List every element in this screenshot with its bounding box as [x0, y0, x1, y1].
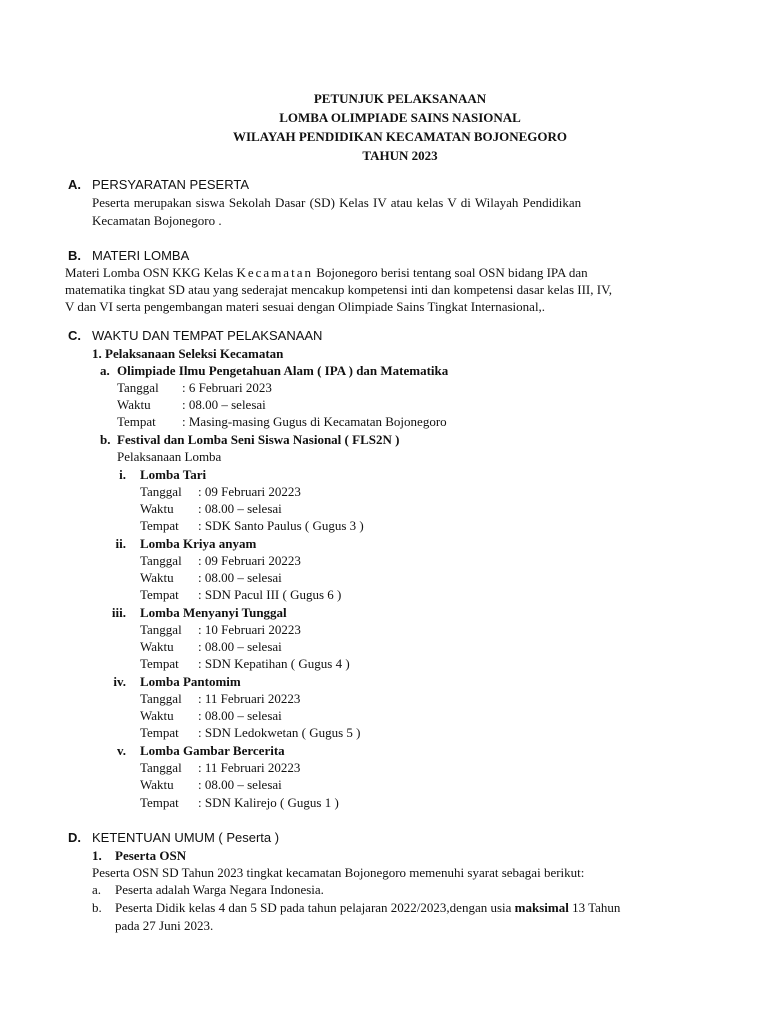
tanggal-value: : 6 Februari 2023	[182, 380, 272, 395]
tanggal-label: Tanggal	[140, 622, 182, 637]
section-c-b-heading	[100, 431, 399, 448]
waktu-label: Waktu	[140, 639, 174, 654]
lomba-tanggal-row	[140, 483, 301, 500]
section-b-title: MATERI LOMBA	[92, 248, 190, 263]
waktu-label: Waktu	[140, 570, 174, 585]
tempat-label: Tempat	[140, 656, 179, 671]
tempat-label: Tempat	[140, 518, 179, 533]
lomba-tanggal-row	[140, 552, 301, 569]
section-d-item-b-text-2: 13 Tahun	[568, 900, 621, 915]
section-b-line-1b: Kecamatan	[236, 265, 313, 280]
waktu-label: Waktu	[117, 397, 151, 412]
document-title	[0, 89, 768, 165]
lomba-item-title: Lomba Gambar Bercerita	[140, 743, 285, 758]
section-d-intro: Peserta OSN SD Tahun 2023 tingkat kecamatan Bojonegoro memenuhi syarat sebagai berikut:	[92, 865, 585, 880]
section-d-item-b-marker: b.	[92, 900, 102, 915]
lomba-tempat-row	[140, 724, 360, 741]
section-a-title: PERSYARATAN PESERTA	[92, 177, 250, 192]
tempat-value: : SDN Pacul III ( Gugus 6 )	[198, 587, 342, 602]
lomba-item-marker: v.	[116, 743, 126, 758]
lomba-tanggal-row	[140, 759, 300, 776]
lomba-waktu-row	[140, 638, 282, 655]
tempat-value: : Masing-masing Gugus di Kecamatan Bojonegoro	[182, 414, 447, 429]
waktu-value: : 08.00 – selesai	[198, 708, 282, 723]
tempat-value: : SDN Kepatihan ( Gugus 4 )	[198, 656, 350, 671]
section-d-title: KETENTUAN UMUM ( Peserta )	[92, 830, 280, 845]
lomba-tempat-row	[140, 517, 364, 534]
section-d-sub-1-marker: 1.	[92, 848, 102, 863]
waktu-value: : 08.00 – selesai	[198, 777, 282, 792]
section-a-letter: A.	[68, 177, 81, 192]
section-d-letter: D.	[68, 830, 81, 845]
section-b-line-1a: Materi Lomba OSN KKG Kelas	[65, 265, 237, 280]
section-d-sub-1-title: Peserta OSN	[115, 848, 187, 863]
lomba-tempat-row	[140, 586, 341, 603]
lomba-item-heading	[104, 604, 287, 621]
tanggal-value: : 09 Februari 20223	[198, 553, 301, 568]
section-a-line-1: Peserta merupakan siswa Sekolah Dasar (SD) Kelas IV atau kelas V di Wilayah Pendidikan	[92, 195, 582, 210]
section-c-letter: C.	[68, 328, 81, 343]
waktu-label: Waktu	[140, 777, 174, 792]
section-c-sub-1: 1. Pelaksanaan Seleksi Kecamatan	[92, 346, 284, 361]
section-d-item-a	[92, 881, 324, 898]
section-c-b-title: Festival dan Lomba Seni Siswa Nasional ( FLS2N )	[117, 432, 400, 447]
lomba-tempat-row	[140, 794, 339, 811]
title-line-2: LOMBA OLIMPIADE SAINS NASIONAL	[279, 110, 521, 125]
section-a-line-2: Kecamatan Bojonegoro .	[92, 213, 222, 228]
title-line-1: PETUNJUK PELAKSANAAN	[313, 91, 487, 106]
tempat-value: : SDN Kalirejo ( Gugus 1 )	[198, 795, 339, 810]
section-c-a-waktu-row	[117, 396, 266, 413]
title-line-4: TAHUN 2023	[362, 148, 438, 163]
lomba-waktu-row	[140, 500, 282, 517]
lomba-waktu-row	[140, 776, 282, 793]
section-c-a-title: Olimpiade Ilmu Pengetahuan Alam ( IPA ) dan Matematika	[117, 363, 449, 378]
lomba-tanggal-row	[140, 621, 301, 638]
section-c-a-tempat-row	[117, 413, 447, 430]
section-d-item-b-bold: maksimal	[514, 900, 569, 915]
lomba-item-marker: i.	[119, 467, 126, 482]
tempat-label: Tempat	[140, 725, 179, 740]
lomba-item-marker: iv.	[113, 674, 126, 689]
section-d-heading	[68, 829, 279, 846]
tempat-value: : SDK Santo Paulus ( Gugus 3 )	[198, 518, 364, 533]
tanggal-label: Tanggal	[140, 553, 182, 568]
section-b-line-1	[65, 264, 588, 281]
waktu-label: Waktu	[140, 501, 174, 516]
section-c-a-marker: a.	[100, 363, 110, 378]
section-b-heading	[68, 247, 189, 264]
tanggal-label: Tanggal	[140, 691, 182, 706]
lomba-item-heading	[104, 466, 206, 483]
section-c-b-marker: b.	[100, 432, 111, 447]
lomba-waktu-row	[140, 569, 282, 586]
tanggal-label: Tanggal	[140, 484, 182, 499]
section-a-heading	[68, 176, 249, 193]
tempat-value: : SDN Ledokwetan ( Gugus 5 )	[198, 725, 361, 740]
waktu-value: : 08.00 – selesai	[198, 501, 282, 516]
tanggal-value: : 11 Februari 20223	[198, 760, 301, 775]
tempat-label: Tempat	[140, 587, 179, 602]
tanggal-value: : 09 Februari 20223	[198, 484, 301, 499]
lomba-item-heading	[104, 673, 241, 690]
title-line-3: WILAYAH PENDIDIKAN KECAMATAN BOJONEGORO	[232, 129, 568, 144]
waktu-value: : 08.00 – selesai	[198, 570, 282, 585]
tempat-label: Tempat	[117, 414, 156, 429]
section-c-a-heading	[100, 362, 448, 379]
section-c-title: WAKTU DAN TEMPAT PELAKSANAAN	[92, 328, 323, 343]
section-b-letter: B.	[68, 248, 81, 263]
lomba-item-title: Lomba Kriya anyam	[140, 536, 257, 551]
tanggal-value: : 11 Februari 20223	[198, 691, 301, 706]
tanggal-label: Tanggal	[117, 380, 159, 395]
tempat-label: Tempat	[140, 795, 179, 810]
lomba-waktu-row	[140, 707, 282, 724]
section-d-item-a-text: Peserta adalah Warga Negara Indonesia.	[115, 882, 324, 897]
tanggal-label: Tanggal	[140, 760, 182, 775]
lomba-item-marker: iii.	[111, 605, 126, 620]
lomba-item-heading	[104, 535, 256, 552]
section-b-line-3: V dan VI serta pengembangan materi sesuai dengan Olimpiade Sains Tingkat Internasional,.	[65, 299, 546, 314]
lomba-tempat-row	[140, 655, 350, 672]
section-b-line-1d: berisi tentang soal OSN bidang IPA dan	[377, 265, 588, 280]
section-b-line-2: matematika tingkat SD atau yang sederajat mencakup kompetensi inti dan kompetensi dasar kelas III, IV,	[65, 282, 613, 297]
section-d-item-b-line-2: pada 27 Juni 2023.	[115, 918, 214, 933]
section-b-line-1c: Bojonegoro	[312, 265, 378, 280]
section-d-item-b-text-1: Peserta Didik kelas 4 dan 5 SD pada tahun pelajaran 2022/2023,dengan usia	[115, 900, 515, 915]
lomba-item-title: Lomba Tari	[140, 467, 207, 482]
section-c-b-intro: Pelaksanaan Lomba	[117, 449, 222, 464]
lomba-item-title: Lomba Pantomim	[140, 674, 241, 689]
lomba-item-heading	[104, 742, 285, 759]
waktu-value: : 08.00 – selesai	[182, 397, 266, 412]
section-d-sub-1	[92, 847, 186, 864]
section-c-a-tanggal-row	[117, 379, 272, 396]
waktu-value: : 08.00 – selesai	[198, 639, 282, 654]
waktu-label: Waktu	[140, 708, 174, 723]
lomba-item-marker: ii.	[115, 536, 126, 551]
section-c-heading	[68, 327, 322, 344]
lomba-item-title: Lomba Menyanyi Tunggal	[140, 605, 287, 620]
section-d-item-a-marker: a.	[92, 882, 102, 897]
section-d-item-b	[92, 899, 620, 916]
tanggal-value: : 10 Februari 20223	[198, 622, 301, 637]
lomba-tanggal-row	[140, 690, 300, 707]
